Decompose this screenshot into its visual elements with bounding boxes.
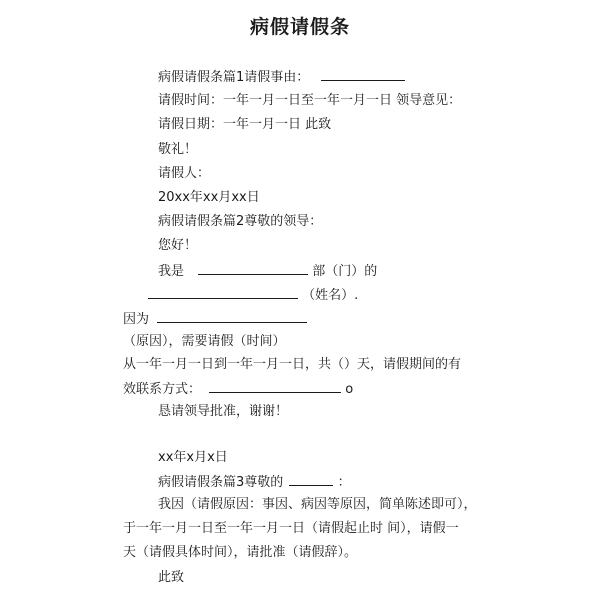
text-line: 您好！ — [158, 238, 198, 253]
line-text: 效联系方式： — [123, 382, 202, 397]
line-text: ： — [337, 475, 351, 490]
line-text: 部（门）的 — [312, 264, 378, 279]
fill-blank — [157, 310, 307, 323]
text-line: 我因（请假原因：事因、病因等原因，简单陈述即可）， — [158, 497, 477, 512]
fill-blank — [289, 473, 333, 486]
text-line: 请假人： — [158, 166, 211, 181]
line-text: 病假请假条篇1请假事由： — [158, 70, 310, 85]
text-line: 请假时间：一年一月一日至一年一月一日 领导意见： — [158, 93, 462, 108]
fill-blank — [209, 380, 341, 393]
section-heading — [158, 473, 351, 491]
date-line: xx年x月x日 — [158, 450, 228, 465]
fill-blank — [198, 262, 308, 275]
line-text: 因为 — [123, 312, 150, 327]
fill-blank — [148, 286, 298, 299]
text-line — [123, 310, 307, 328]
text-line: 于一年一月一日至一年一月一日（请假起止时 间），请假一 — [123, 521, 459, 536]
line-text: 病假请假条篇3尊敬的 — [158, 475, 284, 490]
line-text: （姓名）. — [302, 288, 359, 303]
text-line: 敬礼！ — [158, 142, 198, 157]
text-line: 此致 — [158, 570, 185, 585]
text-line: 请假日期：一年一月一日 此致 — [158, 117, 332, 132]
line-text: 我是 — [158, 264, 185, 279]
date-line: 20xx年xx月xx日 — [158, 190, 260, 205]
text-line — [148, 286, 358, 304]
text-line — [158, 262, 377, 280]
line-text: o — [345, 382, 354, 397]
fill-blank — [321, 68, 405, 81]
text-line — [158, 68, 405, 86]
section-heading: 病假请假条篇2尊敬的领导： — [158, 214, 323, 229]
text-line: 恳请领导批准，谢谢！ — [158, 404, 289, 419]
text-line: 天（请假具体时间），请批准（请假辞）。 — [123, 545, 358, 560]
document-title: 病假请假条 — [249, 16, 350, 38]
text-line: （原因），需要请假（时间） — [123, 334, 286, 349]
text-line: 从一年一月一日到一年一月一日，共（）天，请假期间的有 — [123, 357, 462, 372]
text-line — [123, 380, 353, 398]
